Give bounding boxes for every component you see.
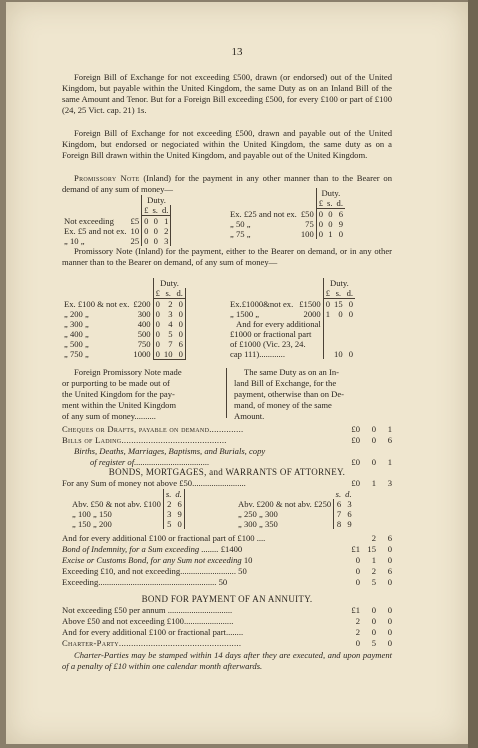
promissory-note-paragraph-1: Promissory Note (Inland) for the payment in any other manner than to the Bearer on demand of any sum of money—	[62, 173, 392, 194]
table-row: Abv. £50 & not abv. £100 2 6	[70, 499, 184, 509]
promissory-table-2-left: Duty. £ s. d. Ex. £100 & not ex. £200 0 2 0 „ 200 „ 300 0 3 0 „ 300 „ 400 0 4 0 „ 400 „ 500 0 5 0 „ 500 „ 750 0 7 6 „ 750 „ 1000 0 10 0	[62, 278, 186, 360]
table-row: And for every additional	[228, 319, 355, 329]
table-row: „ 250 „ 300 7 6	[238, 509, 352, 519]
table-row: „ 400 „ 500 0 5 0	[62, 329, 185, 339]
promissory-table-1-right: Duty. £ s. d. Ex. £25 and not ex. £50 0 0 6 „ 50 „ 75 0 0 9 „ 75 „ 100 0 1 0	[230, 188, 343, 239]
foreign-bill-paragraph-1: Foreign Bill of Exchange for not exceeding £500, drawn (or endorsed) out of the United Kingdom, but payable within the United Kingdom, the same Duty as on an Inland Bill of the same Amount and Tenor. But for a Foreign Bill exceeding £500, for every £100 or part of £100 (24, 25 Vict. cap. 21) 1s.	[62, 72, 392, 115]
bonds-table-right: s. d. Abv. £200 & not abv. £250 6 3 „ 250 „ 300 7 6 „ 300 „ 350 8 9	[238, 489, 352, 529]
excise-row: Excise or Customs Bond, for any Sum not exceeding 10 0 1 0	[62, 555, 392, 565]
births-label: Births, Deaths, Marriages, Baptisms, and Burials, copy	[74, 446, 266, 456]
bills-of-lading-row: Bills of Lading........................................... £0 0 6	[62, 435, 392, 445]
births-row: of register of................................... £0 0 1	[90, 457, 392, 467]
table-row: „ 200 „ 300 0 3 0	[62, 309, 185, 319]
duty-header: Duty.	[142, 195, 171, 205]
table-row: of £1000 (Vic. 23, 24.	[228, 339, 355, 349]
table-row: „ 100 „ 150 3 9	[70, 509, 184, 519]
table-row: „ 500 „ 750 0 7 6	[62, 339, 185, 349]
table-row: „ 50 „ 75 0 0 9	[230, 219, 343, 229]
table-row: Abv. £200 & not abv. £250 6 3	[238, 499, 352, 509]
exceeding-10-row: Exceeding £10, and not exceeding.......................... 50 0 2 6	[62, 566, 392, 576]
table-row: „ 75 „ 100 0 1 0	[230, 229, 343, 239]
table-row: £1000 or fractional part	[228, 329, 355, 339]
foreign-bill-paragraph-2: Foreign Bill of Exchange for not exceeding £500, drawn and payable out of the United Kingdom, but endorsed or negociated within the United Kingdom, the same duty as on a Foreign Bill drawn within the United Kingdom, and payable out of the United Kingdom.	[62, 128, 392, 160]
foreign-promissory-left: Foreign Promissory Note made or purporting to be made out of the United Kingdom for the pay- ment within the United Kingdom of any sum of money..........	[62, 367, 182, 421]
table-row: Ex. £25 and not ex. £50 0 0 6	[230, 208, 343, 219]
page-edge	[468, 0, 478, 748]
annuity-row: Not exceeding £50 per annum .............................. £1 0 0	[62, 605, 392, 615]
promissory-table-1-left: Duty. £ s. d. Not exceeding £5 0 0 1 Ex. £5 and not ex. 10 0 0 2 „ 10 „ 25 0 0 3	[62, 195, 171, 246]
table-row: „ 300 „ 400 0 4 0	[62, 319, 185, 329]
document-page	[6, 2, 468, 744]
table-row: „ 750 „ 1000 0 10 0	[62, 349, 185, 360]
table-row: „ 150 „ 200 5 0	[70, 519, 184, 529]
table-row: Ex.£1000&not ex. £1500 0 15 0	[230, 298, 354, 309]
table-row: „ 10 „ 25 0 0 3	[62, 236, 171, 246]
charter-party-note: Charter-Parties may be stamped within 14 days after they are executed, and upon payment of a penalty of £10 within one calendar month afterwards.	[62, 650, 392, 671]
column-divider	[226, 368, 227, 418]
bonds-heading: BONDS, MORTGAGES, and WARRANTS OF ATTORNEY.	[108, 467, 346, 477]
promissory-table-2-right: Duty. £ s. d. Ex.£1000&not ex. £1500 0 15 0 „ 1500 „ 2000 1 0 0 And for every additional £1000 or fractional part of £1000 (Vic. 23, 24. cap 111)............ 10 0	[230, 278, 354, 359]
table-row: „ 1500 „ 2000 1 0 0	[230, 309, 354, 319]
table-row: Not exceeding £5 0 0 1	[62, 216, 171, 227]
cheques-row: Cheques or Drafts, payable on demand.............. £0 0 1	[62, 424, 392, 434]
indemnity-row: Bond of Indemnity, for a Sum exceeding ........ £1400 £1 15 0	[62, 544, 392, 554]
bonds-any-sum-row: For any Sum of money not above £50......................... £0 1 3	[62, 478, 392, 488]
table-row: cap 111)............ 10 0	[230, 349, 354, 359]
annuity-row: And for every additional £100 or fractional part........ 2 0 0	[62, 627, 392, 637]
promissory-note-paragraph-2: Promissory Note (Inland) for the payment, either to the Bearer on demand, or in any other manner than to the Bearer on demand, of any sum of money—	[62, 246, 392, 267]
table-row: Ex. £5 and not ex. 10 0 0 2	[62, 226, 171, 236]
charter-party-row: Charter-Party.................................................. 0 5 0	[62, 638, 392, 648]
annuity-row: Above £50 and not exceeding £100....................... 2 0 0	[62, 616, 392, 626]
bonds-additional-row: And for every additional £100 or fractional part of £100 .... 2 6	[62, 533, 392, 543]
exceeding-row: Exceeding....................................................... 50 0 5 0	[62, 577, 392, 587]
annuity-heading: BOND FOR PAYMENT OF AN ANNUITY.	[141, 594, 313, 604]
table-row: „ 300 „ 350 8 9	[238, 519, 352, 529]
foreign-promissory-right: The same Duty as on an In- land Bill of Exchange, for the payment, otherwise than on De- mand, of money of the same Amount.	[234, 367, 345, 421]
bonds-table-left: s. d. Abv. £50 & not abv. £100 2 6 „ 100 „ 150 3 9 „ 150 „ 200 5 0	[70, 489, 185, 529]
table-row: Ex. £100 & not ex. £200 0 2 0	[62, 299, 185, 310]
page-number: 13	[231, 46, 243, 58]
